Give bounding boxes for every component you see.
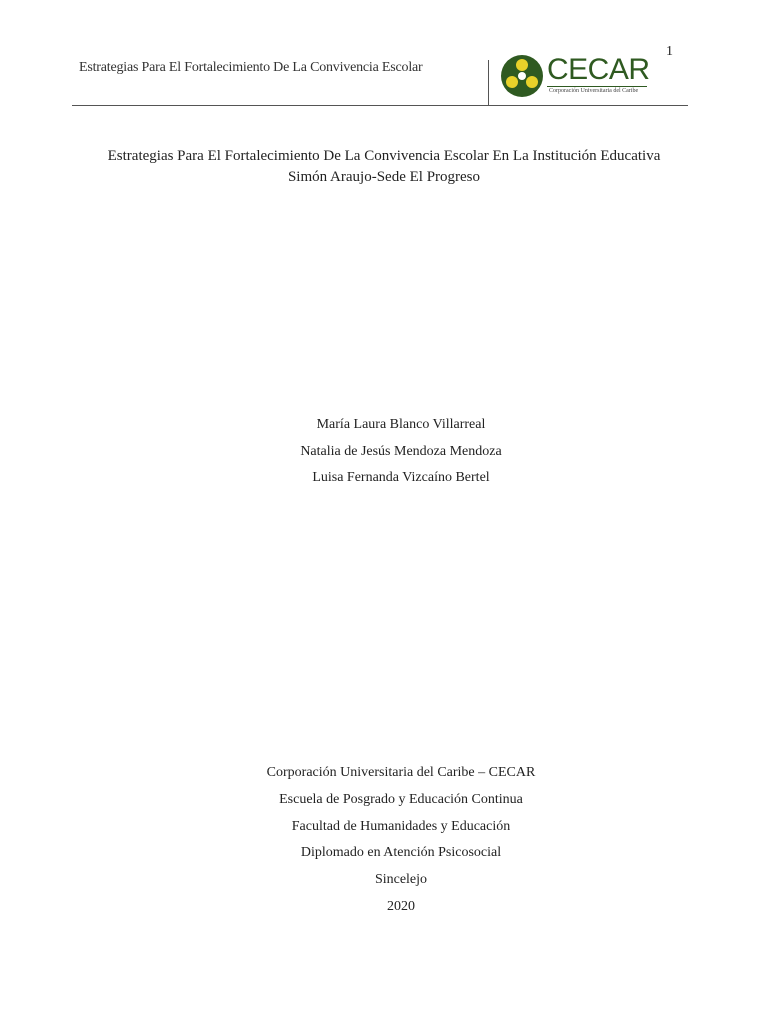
cecar-emblem-icon (500, 54, 544, 98)
header-divider (488, 60, 489, 105)
title-line-2: Simón Araujo-Sede El Progreso (287, 169, 481, 185)
author-list (0, 412, 768, 492)
faculty-name: Facultad de Humanidades y Educación (291, 818, 511, 834)
logo-wordmark: CECAR (547, 53, 650, 86)
document-title (40, 146, 728, 188)
program-name: Diplomado en Atención Psicosocial (300, 845, 502, 861)
author-name: Natalia de Jesús Mendoza Mendoza (300, 443, 502, 459)
logo-underline (547, 86, 647, 87)
logo-tagline: Corporación Universitaria del Caribe (549, 88, 639, 94)
running-head: Estrategias Para El Fortalecimiento De La Convivencia Escolar (79, 60, 423, 75)
city: Sincelejo (374, 872, 428, 888)
header-rule (72, 105, 688, 106)
year: 2020 (387, 898, 415, 914)
page-number: 1 (666, 44, 673, 59)
institution-name: Corporación Universitaria del Caribe – CECAR (266, 765, 536, 780)
school-name: Escuela de Posgrado y Educación Continua (279, 791, 523, 807)
cecar-logo (500, 52, 650, 102)
institution-block (0, 760, 768, 921)
author-name: Luisa Fernanda Vizcaíno Bertel (312, 470, 490, 485)
title-line-1: Estrategias Para El Fortalecimiento De La Convivencia Escolar En La Institución Educativa (107, 148, 661, 164)
author-name: María Laura Blanco Villarreal (316, 417, 486, 432)
